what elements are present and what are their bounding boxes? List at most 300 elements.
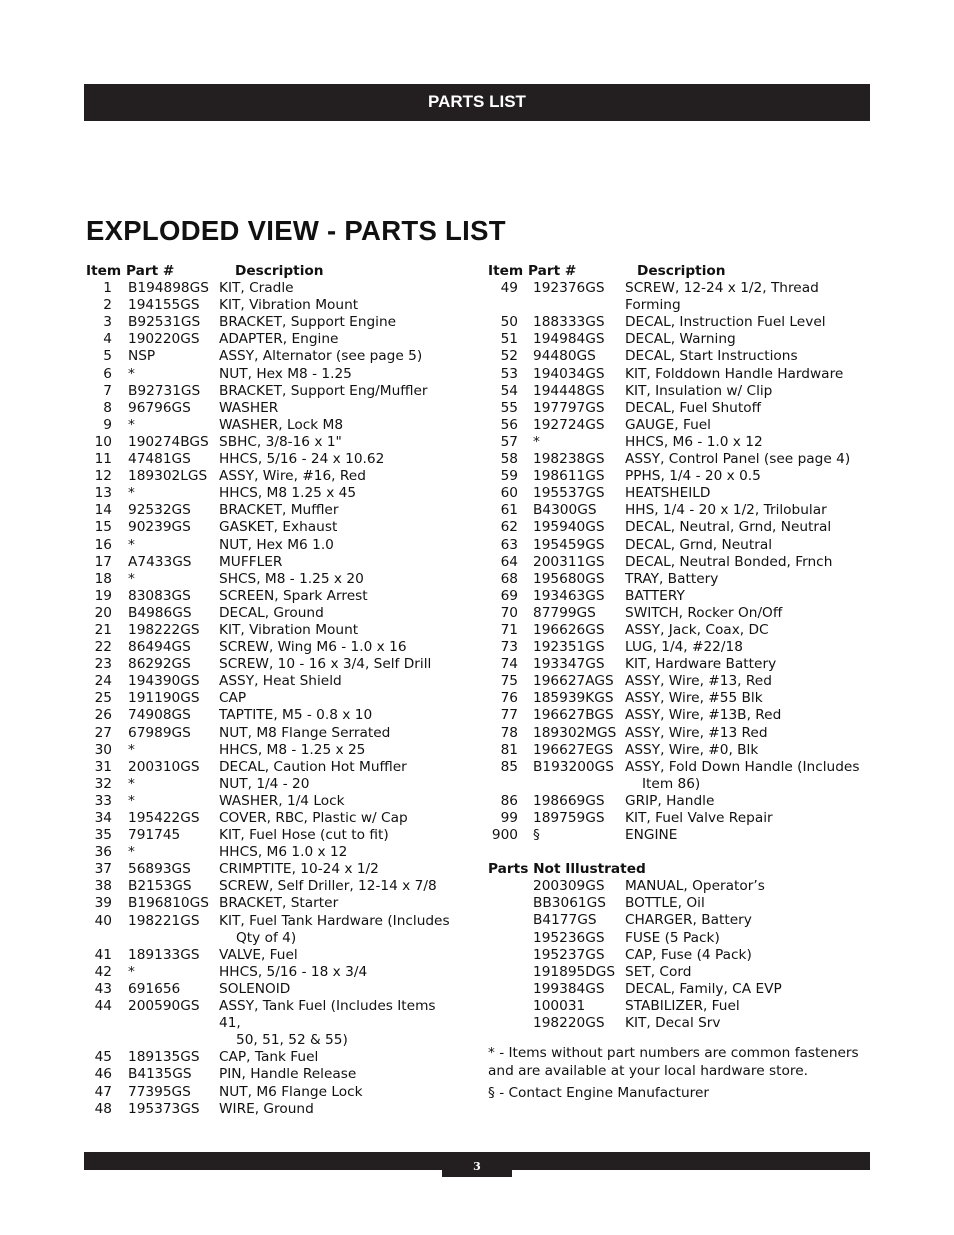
part-description: [219, 383, 461, 400]
description-line: CHARGER, Battery: [625, 912, 752, 929]
table-row: [86, 331, 461, 348]
description-line: NUT, 1/4 - 20: [219, 775, 310, 792]
table-header: [86, 263, 461, 280]
part-description: [219, 793, 461, 810]
part-description: [625, 417, 873, 434]
description-line: NUT, M8 Flange Serrated: [219, 724, 391, 741]
item-number: 81: [500, 741, 518, 758]
item-number: 54: [500, 382, 518, 399]
table-row: [488, 588, 873, 605]
part-number: *: [128, 416, 135, 433]
item-number: 77: [500, 707, 518, 724]
description-line: DECAL, Neutral Bonded, Frnch: [625, 553, 833, 570]
item-number: 64: [500, 553, 518, 570]
table-row: [488, 759, 873, 793]
table-row: [488, 930, 873, 947]
table-row: [86, 348, 461, 365]
part-number: 791745: [128, 827, 181, 844]
description-line: KIT, Decal Srv: [625, 1015, 721, 1032]
notes: [488, 1044, 873, 1102]
table-row: [86, 981, 461, 998]
description-line: ASSY, Wire, #13B, Red: [625, 707, 782, 724]
part-description: [625, 588, 873, 605]
part-description: [625, 485, 873, 502]
description-continuation: 50, 51, 52 & 55): [236, 1032, 348, 1049]
item-number: 85: [500, 758, 518, 775]
part-number: B194898GS: [128, 280, 209, 297]
part-number: 190274BGS: [128, 433, 209, 450]
part-number: 200309GS: [533, 878, 605, 895]
description-line: PIN, Handle Release: [219, 1066, 357, 1083]
table-row: [86, 998, 461, 1049]
table-row: [488, 639, 873, 656]
part-number: B193200GS: [533, 758, 614, 775]
item-number: 10: [94, 433, 112, 450]
part-number: B4135GS: [128, 1066, 192, 1083]
table-row: [86, 861, 461, 878]
part-description: [219, 947, 461, 964]
part-number: *: [128, 792, 135, 809]
item-number: 42: [94, 963, 112, 980]
description-line: KIT, Folddown Handle Hardware: [625, 365, 844, 382]
table-row: [488, 964, 873, 981]
part-description: [625, 605, 873, 622]
part-description: [625, 912, 873, 929]
part-description: [625, 673, 873, 690]
description-line: KIT, Vibration Mount: [219, 297, 359, 314]
table-row: [86, 1084, 461, 1101]
item-number: 27: [94, 724, 112, 741]
part-description: [219, 434, 461, 451]
table-row: [86, 451, 461, 468]
description-line: DECAL, Grnd, Neutral: [625, 536, 773, 553]
item-number: 15: [94, 519, 112, 536]
part-description: [625, 331, 873, 348]
description-line: HHCS, M6 - 1.0 x 12: [625, 433, 763, 450]
part-number: 189759GS: [533, 810, 605, 826]
part-number: 198669GS: [533, 792, 605, 809]
description-line: CAP: [219, 690, 247, 707]
part-number: 189133GS: [128, 946, 200, 963]
table-row: [488, 554, 873, 571]
table-row: [86, 605, 461, 622]
part-description: [219, 707, 461, 724]
part-number: *: [128, 775, 135, 792]
part-description: [625, 964, 873, 981]
part-description: [219, 844, 461, 861]
part-number: 74908GS: [128, 707, 191, 724]
table-row: [488, 348, 873, 365]
page-number: 3: [442, 1152, 512, 1177]
item-number: 24: [94, 673, 112, 690]
item-number: 26: [94, 707, 112, 724]
description-line: DECAL, Neutral, Grnd, Neutral: [625, 519, 832, 536]
part-number: 86292GS: [128, 656, 191, 673]
part-number: B4300GS: [533, 502, 597, 519]
description-continuation: Item 86): [642, 775, 701, 792]
item-number: 52: [500, 348, 518, 365]
item-number: 78: [500, 724, 518, 741]
description-line: ASSY, Alternator (see page 5): [219, 348, 423, 365]
page-title: EXPLODED VIEW - PARTS LIST: [86, 215, 506, 246]
description-line: KIT, Fuel Hose (cut to fit): [219, 827, 389, 844]
description-line: ASSY, Wire, #13 Red: [625, 724, 768, 741]
part-description: [219, 468, 461, 485]
table-row: [488, 725, 873, 742]
part-description: [625, 639, 873, 656]
table-row: [86, 844, 461, 861]
item-number: 57: [500, 433, 518, 450]
table-row: [86, 964, 461, 981]
item-number: 31: [94, 758, 112, 775]
part-number: 195680GS: [533, 570, 605, 587]
part-number: 691656: [128, 980, 181, 997]
item-number: 47: [94, 1083, 112, 1100]
description-line: DECAL, Fuel Shutoff: [625, 399, 762, 416]
part-description: [625, 554, 873, 571]
description-line: WASHER: [219, 399, 279, 416]
part-number: *: [128, 844, 135, 861]
item-number: 30: [94, 741, 112, 758]
part-description: [625, 348, 873, 365]
description-line: GRIP, Handle: [625, 792, 715, 809]
table-row: [86, 622, 461, 639]
table-row: [488, 519, 873, 536]
part-number: 194390GS: [128, 673, 200, 690]
description-line: HEATSHEILD: [625, 485, 711, 502]
part-description: [219, 827, 461, 844]
table-row: [86, 537, 461, 554]
table-row: [86, 878, 461, 895]
not-illustrated-rows: [488, 878, 873, 1032]
part-description: [219, 861, 461, 878]
description-line: KIT, Fuel Valve Repair: [625, 810, 773, 826]
description-line: ADAPTER, Engine: [219, 331, 339, 348]
part-description: [625, 571, 873, 588]
section-header-title: PARTS LIST: [428, 92, 526, 111]
part-description: [219, 417, 461, 434]
table-row: [86, 656, 461, 673]
description-line: WASHER, Lock M8: [219, 416, 344, 433]
description-line: WASHER, 1/4 Lock: [219, 792, 345, 809]
table-row: [488, 827, 873, 844]
item-number: 41: [94, 946, 112, 963]
description-line: SCREW, Self Driller, 12-14 x 7/8: [219, 878, 437, 895]
item-number: 56: [500, 416, 518, 433]
table-row: [488, 366, 873, 383]
part-description: [219, 519, 461, 536]
description-line: ASSY, Wire, #16, Red: [219, 468, 366, 485]
part-description: [219, 1084, 461, 1101]
item-number: 68: [500, 570, 518, 587]
part-number: 67989GS: [128, 724, 191, 741]
description-line: CAP, Tank Fuel: [219, 1049, 319, 1066]
item-number: 23: [94, 656, 112, 673]
item-number: 60: [500, 485, 518, 502]
table-row: [488, 434, 873, 451]
part-description: [625, 981, 873, 998]
part-number: 198238GS: [533, 451, 605, 468]
item-number: 900: [491, 827, 518, 844]
part-description: [625, 468, 873, 485]
part-description: [219, 451, 461, 468]
part-number: 189302MGS: [533, 724, 617, 741]
section-note: § - Contact Engine Manufacturer: [488, 1085, 710, 1102]
part-description: [219, 331, 461, 348]
part-description: [625, 656, 873, 673]
table-row: [86, 707, 461, 724]
item-number: 74: [500, 656, 518, 673]
column-header-item-part: Item Part #: [488, 263, 577, 279]
part-description: [219, 673, 461, 690]
description-line: DECAL, Start Instructions: [625, 348, 798, 365]
table-row: [86, 417, 461, 434]
part-description: [219, 485, 461, 502]
part-number: 90239GS: [128, 519, 191, 536]
item-number: 14: [94, 502, 112, 519]
part-description: [219, 639, 461, 656]
table-row: [488, 673, 873, 690]
part-number: 198221GS: [128, 912, 200, 929]
item-number: 4: [103, 331, 112, 348]
description-line: HHS, 1/4 - 20 x 1/2, Trilobular: [625, 502, 827, 519]
description-line: NUT, Hex M8 - 1.25: [219, 365, 352, 382]
part-description: [219, 571, 461, 588]
part-description: [219, 725, 461, 742]
part-description: [625, 725, 873, 742]
description-line: MANUAL, Operator’s: [625, 878, 765, 895]
part-description: [219, 690, 461, 707]
description-line: SCREW, Wing M6 - 1.0 x 16: [219, 639, 407, 656]
part-number: 86494GS: [128, 639, 191, 656]
part-description: [219, 895, 461, 912]
part-description: [219, 605, 461, 622]
part-description: [219, 759, 461, 776]
description-line: WIRE, Ground: [219, 1100, 314, 1117]
part-number: 195940GS: [533, 519, 605, 536]
table-row: [86, 280, 461, 297]
part-description: [625, 537, 873, 554]
table-row: [488, 981, 873, 998]
item-number: 76: [500, 690, 518, 707]
part-number: *: [128, 485, 135, 502]
description-line: HHCS, 5/16 - 18 x 3/4: [219, 963, 368, 980]
description-line: ASSY, Wire, #13, Red: [625, 673, 772, 690]
part-number: 188333GS: [533, 314, 605, 331]
description-line: CAP, Fuse (4 Pack): [625, 946, 752, 963]
description-line: SOLENOID: [219, 980, 291, 997]
description-line: HHCS, M8 1.25 x 45: [219, 485, 357, 502]
description-line: CRIMPTITE, 10-24 x 1/2: [219, 861, 379, 878]
table-row: [488, 451, 873, 468]
table-row: [86, 468, 461, 485]
table-row: [488, 1015, 873, 1032]
parts-table-right-column: [488, 263, 873, 1106]
part-description: [625, 878, 873, 895]
part-description: [219, 878, 461, 895]
part-number: A7433GS: [128, 553, 192, 570]
table-row: [488, 537, 873, 554]
item-number: 22: [94, 639, 112, 656]
description-line: HHCS, M8 - 1.25 x 25: [219, 741, 366, 758]
table-row: [86, 947, 461, 964]
part-number: 198220GS: [533, 1015, 605, 1032]
part-description: [625, 519, 873, 536]
description-line: KIT, Fuel Tank Hardware (Includes: [219, 912, 450, 929]
part-description: [625, 742, 873, 759]
description-line: LUG, 1/4, #22/18: [625, 639, 743, 656]
part-number: 196627EGS: [533, 741, 614, 758]
description-line: NUT, Hex M6 1.0: [219, 536, 334, 553]
part-number: B4986GS: [128, 604, 192, 621]
part-description: [625, 707, 873, 724]
item-number: 48: [94, 1100, 112, 1117]
part-description: [625, 810, 873, 827]
description-line: ASSY, Control Panel (see page 4): [625, 451, 851, 468]
table-row: [86, 502, 461, 519]
description-line: HHCS, M6 1.0 x 12: [219, 844, 348, 861]
part-description: [219, 280, 461, 297]
description-line: COVER, RBC, Plastic w/ Cap: [219, 810, 408, 826]
table-row: [488, 947, 873, 964]
part-number: 200310GS: [128, 758, 200, 775]
description-line: NUT, M6 Flange Lock: [219, 1083, 363, 1100]
part-description: [625, 451, 873, 468]
column-header-item-part: Item Part #: [86, 263, 175, 279]
part-description: [219, 400, 461, 417]
table-row: [86, 742, 461, 759]
part-number: 196627AGS: [533, 673, 614, 690]
description-line: ASSY, Heat Shield: [219, 673, 342, 690]
item-number: 17: [94, 553, 112, 570]
table-row: [86, 690, 461, 707]
table-row: [488, 895, 873, 912]
part-description: [625, 759, 873, 793]
part-number: 185939KGS: [533, 690, 614, 707]
item-number: 20: [94, 604, 112, 621]
description-line: KIT, Vibration Mount: [219, 621, 359, 638]
table-row: [488, 810, 873, 827]
item-number: 16: [94, 536, 112, 553]
table-row: [86, 571, 461, 588]
part-number: B2153GS: [128, 878, 192, 895]
description-line: STABILIZER, Fuel: [625, 997, 740, 1014]
item-number: 21: [94, 621, 112, 638]
part-description: [625, 502, 873, 519]
part-number: 198222GS: [128, 621, 200, 638]
part-number: 194034GS: [533, 365, 605, 382]
part-number: 87799GS: [533, 604, 596, 621]
part-description: [219, 588, 461, 605]
table-row: [86, 366, 461, 383]
description-line: ASSY, Wire, #55 Blk: [625, 690, 763, 707]
item-number: 99: [500, 810, 518, 826]
item-number: 3: [103, 314, 112, 331]
description-line: BATTERY: [625, 587, 685, 604]
part-number: *: [128, 963, 135, 980]
item-number: 32: [94, 775, 112, 792]
part-description: [625, 895, 873, 912]
item-number: 73: [500, 639, 518, 656]
item-number: 9: [103, 416, 112, 433]
table-row: [488, 571, 873, 588]
part-description: [625, 400, 873, 417]
description-line: ASSY, Wire, #0, Blk: [625, 741, 759, 758]
description-line: TAPTITE, M5 - 0.8 x 10: [219, 707, 373, 724]
description-line: SCREEN, Spark Arrest: [219, 587, 368, 604]
part-number: B92531GS: [128, 314, 201, 331]
part-number: 195459GS: [533, 536, 605, 553]
part-number: *: [533, 433, 540, 450]
asterisk-note: * - Items without part numbers are common fasteners and are available at your local hardware store.: [488, 1045, 859, 1080]
table-row: [86, 434, 461, 451]
part-number: *: [128, 741, 135, 758]
part-number: 195237GS: [533, 946, 605, 963]
part-number: 56893GS: [128, 861, 191, 878]
part-description: [219, 1049, 461, 1066]
table-row: [488, 622, 873, 639]
part-number: 193463GS: [533, 587, 605, 604]
table-row: [86, 588, 461, 605]
description-line: BRACKET, Support Eng/Muffler: [219, 382, 428, 399]
part-description: [219, 554, 461, 571]
table-row: [488, 878, 873, 895]
part-description: [219, 742, 461, 759]
part-description: [219, 297, 461, 314]
table-row: [488, 383, 873, 400]
part-number: 194155GS: [128, 297, 200, 314]
table-row: [86, 1101, 461, 1118]
description-line: BRACKET, Starter: [219, 895, 339, 912]
parts-rows: [488, 280, 873, 844]
part-number: 77395GS: [128, 1083, 191, 1100]
description-line: ENGINE: [625, 827, 678, 844]
part-number: 191190GS: [128, 690, 200, 707]
part-number: 192376GS: [533, 280, 605, 297]
table-row: [86, 776, 461, 793]
part-number: *: [128, 536, 135, 553]
item-number: 50: [500, 314, 518, 331]
description-line: SCREW, 10 - 16 x 3/4, Self Drill: [219, 656, 432, 673]
item-number: 34: [94, 810, 112, 826]
part-number: 191895DGS: [533, 963, 616, 980]
table-row: [86, 383, 461, 400]
part-description: [219, 810, 461, 827]
part-description: [219, 622, 461, 639]
part-description: [219, 981, 461, 998]
table-row: [86, 673, 461, 690]
part-description: [219, 776, 461, 793]
table-row: [86, 554, 461, 571]
table-row: [488, 331, 873, 348]
part-description: [219, 964, 461, 981]
description-line: BRACKET, Support Engine: [219, 314, 397, 331]
item-number: 8: [103, 399, 112, 416]
item-number: 62: [500, 519, 518, 536]
column-header-description: Description: [235, 263, 324, 279]
item-number: 19: [94, 587, 112, 604]
part-description: [625, 280, 873, 314]
part-number: 194448GS: [533, 382, 605, 399]
description-line: HHCS, 5/16 - 24 x 10.62: [219, 451, 385, 468]
table-row: [86, 639, 461, 656]
table-header: [488, 263, 873, 280]
part-description: [625, 434, 873, 451]
item-number: 38: [94, 878, 112, 895]
item-number: 51: [500, 331, 518, 348]
description-line: DECAL, Caution Hot Muffler: [219, 758, 407, 775]
description-line: ASSY, Jack, Coax, DC: [625, 621, 769, 638]
